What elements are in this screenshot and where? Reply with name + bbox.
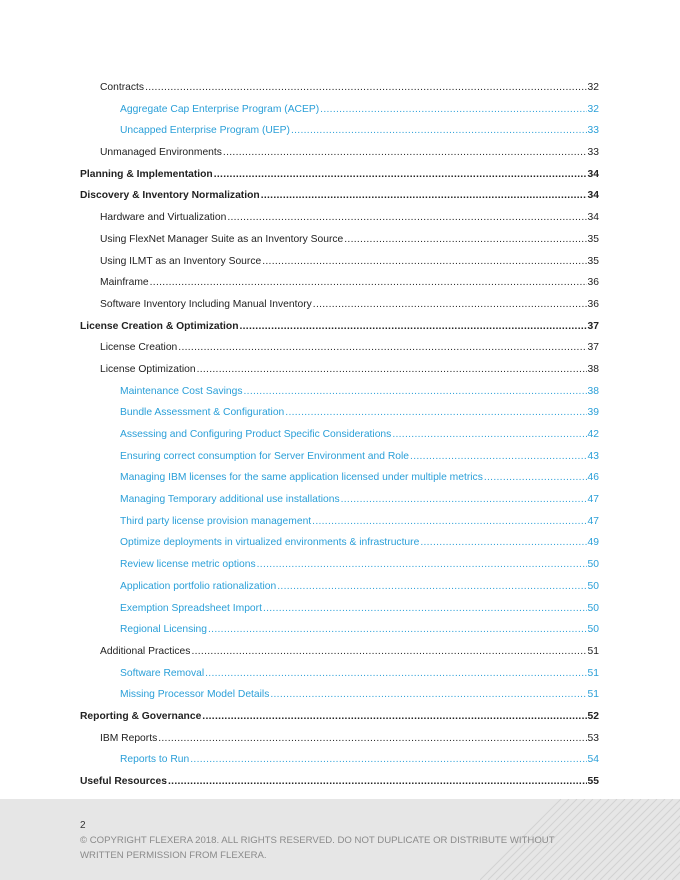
toc-entry-link[interactable] [80,316,599,338]
toc-entry-page-number: 50 [587,624,599,636]
dot-leader [257,554,587,576]
dot-leader [344,229,586,251]
toc-entry-link[interactable] [120,511,599,533]
toc-entry[interactable] [0,641,680,663]
toc-entry-title: Third party license provision management [120,515,312,527]
toc-entry-page-number: 46 [587,472,599,484]
dot-leader [227,207,586,229]
toc-entry-link[interactable] [120,381,599,403]
toc-entry-link[interactable] [100,251,599,273]
toc-entry-title: Discovery & Inventory Normalization [80,190,260,202]
toc-entry-title: Using ILMT as an Inventory Source [100,255,262,267]
toc-entry-title: Bundle Assessment & Configuration [120,407,285,419]
toc-entry-page-number: 36 [587,277,599,289]
toc-entry[interactable] [0,424,680,446]
toc-entry-link[interactable] [80,771,599,793]
toc-entry[interactable] [0,771,680,793]
toc-entry-link[interactable] [80,185,599,207]
toc-entry-title: Reporting & Governance [80,710,202,722]
toc-entry[interactable] [0,207,680,229]
toc-entry-title: Using FlexNet Manager Suite as an Inventory Source [100,233,344,245]
toc-entry-title: License Creation [100,342,178,354]
toc-entry-page-number: 33 [587,147,599,159]
dot-leader [145,77,586,99]
toc-entry-title: Unmanaged Environments [100,147,222,159]
dot-leader [244,381,587,403]
dot-leader [484,467,587,489]
toc-entry[interactable] [0,381,680,403]
toc-entry-title: License Creation & Optimization [80,320,239,332]
dot-leader [202,706,586,728]
dot-leader [191,641,586,663]
toc-entry-link[interactable] [100,77,599,99]
toc-entry-title: License Optimization [100,363,196,375]
toc-entry-title: Mainframe [100,277,149,289]
toc-entry[interactable] [0,99,680,121]
toc-entry-page-number: 39 [587,407,599,419]
toc-entry-link[interactable] [80,164,599,186]
toc-entry[interactable] [0,120,680,142]
dot-leader [420,532,586,554]
toc-entry-link[interactable] [100,337,599,359]
dot-leader [197,359,587,381]
toc-entry-title: IBM Reports [100,732,158,744]
toc-entry-link[interactable] [120,663,599,685]
toc-entry[interactable] [0,598,680,620]
toc-entry[interactable] [0,532,680,554]
toc-entry-title: Software Inventory Including Manual Inventory [100,298,312,310]
toc-entry-page-number: 54 [587,754,599,766]
dot-leader [313,294,587,316]
dot-leader [158,728,586,750]
toc-entry-title: Exemption Spreadsheet Import [120,602,262,614]
toc-entry-page-number: 50 [587,580,599,592]
toc-entry-page-number: 50 [587,602,599,614]
toc-entry-link[interactable] [100,359,599,381]
toc-entry-link[interactable] [120,532,599,554]
toc-entry-title: Optimize deployments in virtualized environments & infrastructure [120,537,420,549]
toc-entry-title: Software Removal [120,667,205,679]
toc-entry[interactable] [0,316,680,338]
table-of-contents [0,77,680,793]
toc-entry-page-number: 55 [587,776,599,787]
dot-leader [214,164,587,186]
toc-entry-link[interactable] [120,120,599,142]
toc-entry-page-number: 35 [587,233,599,245]
toc-entry-link[interactable] [100,207,599,229]
toc-entry[interactable] [0,706,680,728]
toc-entry-title: Review license metric options [120,559,256,571]
dot-leader [285,402,586,424]
toc-entry-page-number: 51 [587,667,599,679]
toc-entry[interactable] [0,142,680,164]
copyright-notice: © COPYRIGHT FLEXERA 2018. ALL RIGHTS RESERVED. DO NOT DUPLICATE OR DISTRIBUTE WITHOUT WRITTEN PERMISSION FROM FLEXERA. [80,835,555,861]
toc-entry[interactable] [0,229,680,251]
toc-entry-link[interactable] [120,749,599,771]
toc-entry-title: Application portfolio rationalization [120,580,277,592]
toc-entry-page-number: 37 [587,320,599,332]
toc-entry[interactable] [0,164,680,186]
toc-entry-page-number: 34 [587,168,599,180]
dot-leader [261,185,587,207]
dot-leader [270,684,586,706]
toc-entry[interactable] [0,402,680,424]
toc-entry-page-number: 49 [587,537,599,549]
toc-entry[interactable] [0,619,680,641]
dot-leader [190,749,586,771]
toc-entry-title: Regional Licensing [120,624,208,636]
toc-entry[interactable] [0,272,680,294]
toc-entry-title: Hardware and Virtualization [100,212,227,224]
dot-leader [223,142,587,164]
toc-entry-link[interactable] [100,728,599,750]
toc-entry[interactable] [0,467,680,489]
toc-entry-page-number: 32 [587,103,599,115]
dot-leader [341,489,587,511]
toc-entry[interactable] [0,554,680,576]
toc-entry-link[interactable] [80,706,599,728]
toc-entry-title: Maintenance Cost Savings [120,385,243,397]
toc-entry-title: Planning & Implementation [80,168,213,180]
toc-entry-link[interactable] [100,229,599,251]
toc-entry-link[interactable] [120,619,599,641]
toc-entry-link[interactable] [120,684,599,706]
toc-entry-page-number: 47 [587,494,599,506]
toc-entry-page-number: 42 [587,429,599,440]
toc-entry-link[interactable] [120,424,599,446]
toc-entry-title: Managing IBM licenses for the same application licensed under multiple metrics [120,472,483,484]
toc-entry[interactable] [0,446,680,468]
toc-entry-page-number: 51 [587,645,599,657]
toc-entry[interactable] [0,294,680,316]
page-number: 2 [80,820,86,831]
toc-entry-title: Aggregate Cap Enterprise Program (ACEP) [120,103,320,115]
page-footer [0,799,680,880]
toc-entry-link[interactable] [100,294,599,316]
toc-entry-link[interactable] [120,446,599,468]
toc-entry-title: Managing Temporary additional use installations [120,494,340,506]
toc-entry-page-number: 38 [587,363,599,375]
dot-leader [277,576,586,598]
toc-entry-link[interactable] [120,402,599,424]
dot-leader [178,337,586,359]
toc-entry-page-number: 35 [587,255,599,267]
dot-leader [392,424,586,446]
toc-entry[interactable] [0,251,680,273]
toc-entry-page-number: 53 [587,732,599,744]
toc-entry-page-number: 38 [587,385,599,397]
toc-entry[interactable] [0,576,680,598]
dot-leader [262,251,586,273]
dot-leader [168,771,587,793]
toc-entry-page-number: 34 [587,212,599,224]
dot-leader [239,316,586,338]
toc-entry-link[interactable] [120,598,599,620]
toc-entry-page-number: 52 [587,710,599,722]
toc-entry-title: Useful Resources [80,776,167,787]
toc-entry-page-number: 34 [587,190,599,202]
toc-entry[interactable] [0,77,680,99]
dot-leader [320,99,586,121]
dot-leader [291,120,587,142]
toc-entry[interactable] [0,489,680,511]
toc-entry-link[interactable] [120,554,599,576]
dot-leader [263,598,587,620]
dot-leader [312,511,586,533]
toc-entry[interactable] [0,749,680,771]
toc-entry-page-number: 37 [587,342,599,354]
toc-entry[interactable] [0,511,680,533]
dot-leader [150,272,587,294]
toc-entry-link[interactable] [100,641,599,663]
toc-entry[interactable] [0,684,680,706]
toc-entry-link[interactable] [120,99,599,121]
toc-entry-link[interactable] [120,467,599,489]
toc-entry[interactable] [0,728,680,750]
toc-entry-page-number: 50 [587,559,599,571]
toc-entry[interactable] [0,337,680,359]
dot-leader [410,446,587,468]
toc-entry-page-number: 32 [587,82,599,93]
toc-entry-link[interactable] [100,272,599,294]
toc-entry-title: Additional Practices [100,645,191,657]
toc-entry-title: Missing Processor Model Details [120,689,270,701]
toc-entry-page-number: 36 [587,298,599,310]
dot-leader [208,619,587,641]
dot-leader [205,663,586,685]
toc-entry-link[interactable] [120,576,599,598]
toc-entry[interactable] [0,359,680,381]
toc-entry[interactable] [0,185,680,207]
toc-entry[interactable] [0,663,680,685]
toc-entry-title: Contracts [100,82,145,93]
toc-entry-title: Uncapped Enterprise Program (UEP) [120,125,290,137]
toc-entry-page-number: 43 [587,450,599,462]
toc-entry-link[interactable] [120,489,599,511]
toc-entry-page-number: 33 [587,125,599,137]
toc-entry-title: Reports to Run [120,754,190,766]
toc-entry-page-number: 47 [587,515,599,527]
toc-entry-page-number: 51 [587,689,599,701]
toc-entry-title: Assessing and Configuring Product Specific Considerations [120,429,392,440]
toc-entry-title: Ensuring correct consumption for Server Environment and Role [120,450,410,462]
toc-entry-link[interactable] [100,142,599,164]
